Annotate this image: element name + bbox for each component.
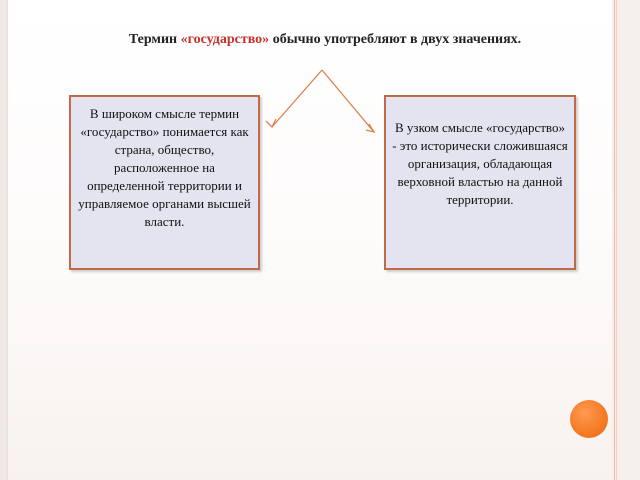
broad-meaning-text: В широком смысле термин «государство» понимается как страна, общество, расположенное на определенной территории и управляемое органами высшей власти. [78, 106, 251, 229]
right-decor-line [614, 0, 615, 480]
slide-title [110, 31, 540, 49]
left-margin-stripe [0, 0, 8, 480]
broad-meaning-box [69, 95, 260, 270]
narrow-meaning-box [384, 95, 576, 270]
narrow-meaning-text: В узком смысле «государство» - это исторически сложившаяся организация, обладающая верховной властью на данной территории. [392, 120, 568, 207]
title-part-1: Термин [128, 32, 181, 47]
orange-circle-decor [570, 400, 608, 438]
right-decor-line-inner [616, 0, 617, 480]
title-part-2: обычно употребляют в двух значениях. [269, 32, 522, 47]
title-accent-term: «государство» [180, 32, 270, 47]
